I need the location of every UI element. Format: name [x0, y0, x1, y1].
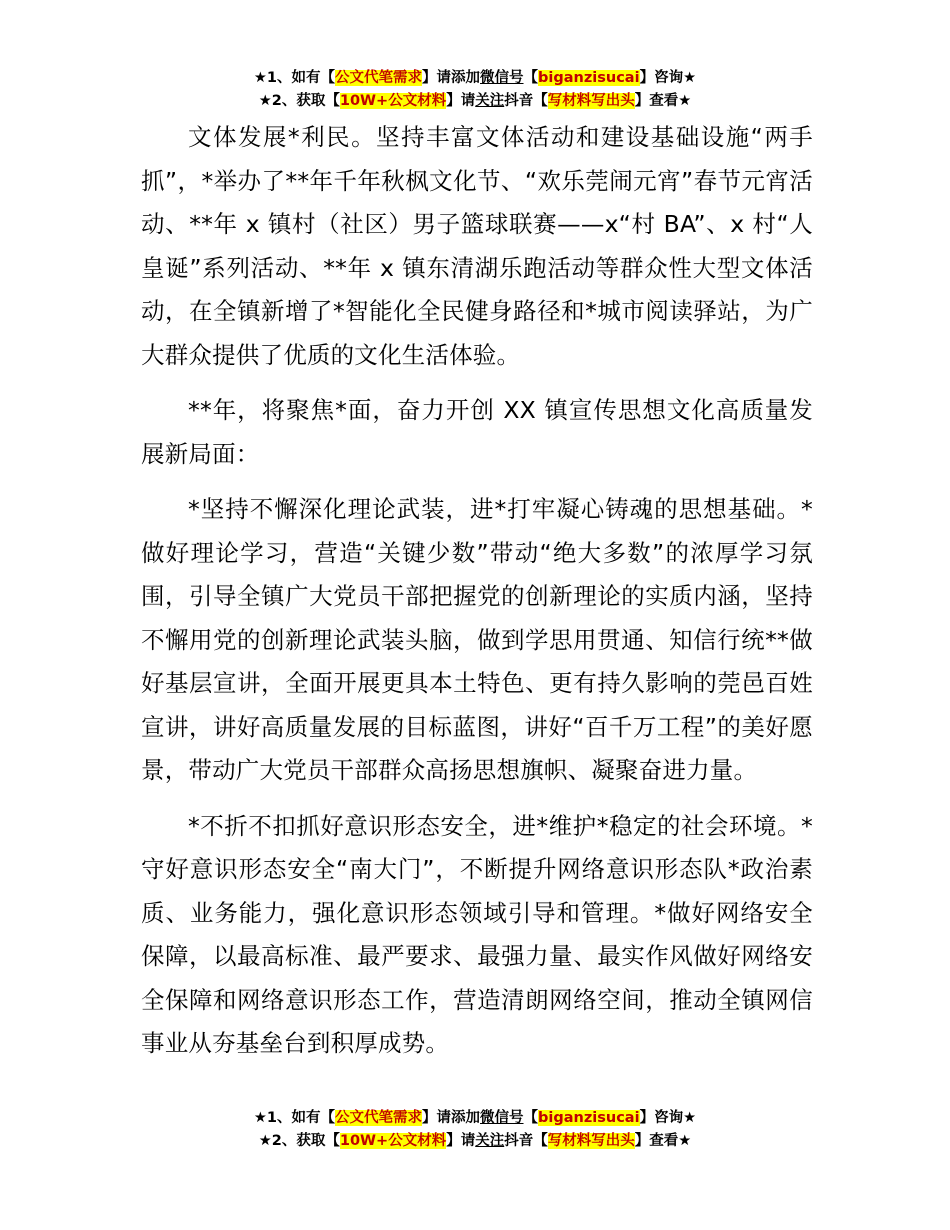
footer-text: 】请添加 [422, 1110, 481, 1126]
paragraph-culture-sports: 文体发展*利民。坚持丰富文体活动和建设基础设施“两手抓”，*举办了**年千年秋枫文化节、“欢乐莞闹元宵”春节元宵活动、**年 x 镇村（社区）男子篮球联赛——x“村 BA”、x 村“人皇诞”系列活动、**年 x 镇东清湖乐跑活动等群众性大型文体活动，在全镇新增了*智能化全民健身路径和*城市阅读驿站，为广大群众提供了优质的文化生活体验。 [141, 123, 813, 369]
header-text: ★2、获取【 [258, 93, 340, 109]
footer-text: 微信号 [480, 1110, 524, 1126]
highlight-service: 公文代笔需求 [335, 1110, 423, 1126]
header-text: ★1、如有【 [253, 70, 336, 86]
header-text: 微信号 [480, 70, 524, 86]
footer-text: 】查看★ [634, 1133, 692, 1149]
highlight-service: 公文代笔需求 [335, 70, 423, 86]
paragraph-theory: *坚持不懈深化理论武装，进*打牢凝心铸魂的思想基础。*做好理论学习，营造“关键少数”带动“绝大多数”的浓厚学习氛围，引导全镇广大党员干部把握党的创新理论的实质内涵，坚持不懈用党的创新理论武装头脑，做到学思用贯通、知信行统**做好基层宣讲，全面开展更具本土特色、更有持久影响的莞邑百姓宣讲，讲好高质量发展的目标蓝图，讲好“百千万工程”的美好愿景，带动广大党员干部群众高扬思想旗帜、凝聚奋进力量。 [141, 495, 813, 784]
header-text: 】查看★ [634, 93, 692, 109]
footer-text: 抖音【 [504, 1133, 548, 1149]
footer-line-1 [0, 1107, 950, 1130]
header-text: 】咨询★ [639, 70, 697, 86]
header-text: 】请 [446, 93, 476, 109]
header-text: 关注 [475, 93, 505, 109]
highlight-douyin: 写材料写出头 [547, 1133, 635, 1149]
header-text: 抖音【 [504, 93, 548, 109]
footer-text: 】咨询★ [639, 1110, 697, 1126]
header-line-1 [0, 67, 950, 90]
footer-text: 【 [523, 1110, 539, 1126]
footer-text: ★1、如有【 [253, 1110, 336, 1126]
highlight-douyin: 写材料写出头 [547, 93, 635, 109]
footer-banner [0, 1107, 950, 1153]
header-text: 】请添加 [422, 70, 481, 86]
footer-line-2 [0, 1130, 950, 1153]
paragraph-ideology-security: *不折不扣抓好意识形态安全，进*维护*稳定的社会环境。*守好意识形态安全“南大门”，不断提升网络意识形态队*政治素质、业务能力，强化意识形态领域引导和管理。*做好网络安全保障，以最高标准、最严要求、最强力量、最实作风做好网络安全保障和网络意识形态工作，营造清朗网络空间，推动全镇网信事业从夯基垒台到积厚成势。 [141, 811, 813, 1057]
header-text: 【 [523, 70, 539, 86]
header-line-2 [0, 90, 950, 113]
document-body [141, 116, 813, 1066]
highlight-materials: 10W+公文材料 [339, 1133, 447, 1149]
footer-text: 关注 [475, 1133, 505, 1149]
paragraph-next-year: **年，将聚焦*面，奋力开创 XX 镇宣传思想文化高质量发展新局面： [141, 396, 813, 468]
highlight-wechat-id: biganzisucai [538, 70, 640, 86]
header-banner [0, 67, 950, 113]
highlight-wechat-id: biganzisucai [538, 1110, 640, 1126]
footer-text: ★2、获取【 [258, 1133, 340, 1149]
highlight-materials: 10W+公文材料 [339, 93, 447, 109]
footer-text: 】请 [446, 1133, 476, 1149]
